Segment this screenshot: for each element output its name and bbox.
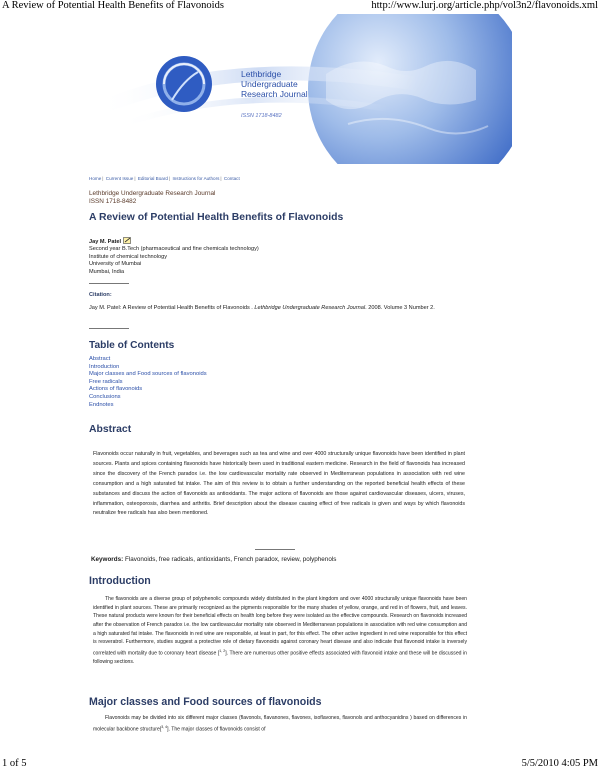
print-footer (0, 758, 600, 772)
introduction-text: The flavonoids are a diverse group of polyphenolic compounds widely distributed in the plant kingdom and over 4000 structurally unique flavonoids have been identified in plant sources. These are primarily recognized as the pigments responsible for the many shades of yellow, orange, and red in of flowers, fruit, and leaves. These natural products were known for their beneficial effects on health long before they were isolated as the effective compounds. Research on flavonoids increased after the observation of French paradox i.e. the low cardiovascular mortality rate observed in Mediterranean populations in association with red wine consumption and a high saturated fat intake. The flavonoids in red wine are responsible, at least in part, for this effect. The other active ingredient in red wine responsible for this effect is resveratrol. Furthermore, studies suggest a protective role of dietary flavonoids against coronary heart disease and also indicate that flavonoid intake is inversely correlated with mortality due to coronary heart disease [$^{1, 2}$]. There are numerous other positive effects associated with flavonoid intake and these will be discussed in following sections. (93, 596, 467, 666)
major-classes-text: Flavonoids may be divided into six different major classes (flavonols, flavanones, flavones, isoflavones, flavonols and anthocyanidins ) based on differences in molecular backbone structure[$^{3, 4}$]. The major classes of flavonoids consist of (93, 715, 467, 733)
print-header (0, 0, 600, 14)
abstract-heading: Abstract (89, 424, 132, 435)
print-url: http://www.lurj.org/article.php/vol3n2/flavonoids.xml (371, 0, 598, 11)
nav-editorial-board-link[interactable]: Editorial Board (137, 176, 168, 181)
toc-link-free-radicals[interactable]: Free radicals (89, 378, 123, 385)
author-affiliation: University of Mumbai (89, 261, 142, 268)
top-nav (89, 176, 241, 181)
divider (89, 283, 129, 284)
journal-name: Lethbridge Undergraduate Research Journal (89, 190, 216, 197)
journal-logo (241, 69, 308, 99)
nav-home-link[interactable]: Home (89, 176, 102, 181)
logo-line-1: Lethbridge (241, 69, 282, 79)
table-of-contents (89, 356, 207, 409)
toc-heading: Table of Contents (89, 340, 175, 351)
author-affiliation: Mumbai, India (89, 268, 125, 275)
toc-link-endnotes[interactable]: Endnotes (89, 401, 114, 408)
journal-banner (88, 14, 512, 164)
citation-tail: . 2008. Volume 3 Number 2. (365, 305, 435, 311)
keywords-text: Flavonoids, free radicals, antioxidants, French paradox, review, polyphenols (123, 556, 337, 563)
keywords (91, 556, 336, 563)
nav-current-issue-link[interactable]: Current Issue (105, 176, 134, 181)
citation-plain: Jay M. Patel: A Review of Potential Health Benefits of Flavonoids . (89, 305, 255, 311)
toc-link-major-classes[interactable]: Major classes and Food sources of flavonoids (89, 371, 207, 378)
author-name: Jay M. Patel (89, 239, 122, 245)
author-affiliation: Second year B.Tech (pharmaceutical and fine chemicals technology) (89, 246, 259, 253)
nav-separator: | (220, 176, 222, 181)
reference-link[interactable]: 3, 4 (161, 725, 168, 729)
toc-link-introduction[interactable]: Introduction (89, 363, 120, 370)
article-title: A Review of Potential Health Benefits of Flavonoids (89, 212, 344, 223)
divider (89, 328, 129, 329)
logo-issn: ISSN 1718-8482 (241, 113, 282, 119)
introduction-heading: Introduction (89, 575, 151, 587)
reference-link[interactable]: 1, 2 (219, 648, 226, 653)
nav-instructions-link[interactable]: Instructions for Authors (172, 176, 220, 181)
citation-journal: Lethbridge Undergraduate Research Journal (254, 305, 366, 311)
nav-separator: | (134, 176, 136, 181)
nav-separator: | (102, 176, 104, 181)
abstract-text: Flavonoids occur naturally in fruit, vegetables, and beverages such as tea and wine and over 4000 structurally unique flavonoids have been identified in plant sources. Plants and spices containing flavonoids have historically been used in traditional eastern medicine. Research in the field of flavonoids has increased since the discovery of the French paradox i.e. the low cardiovascular mortality rate observed in Mediterranean populations in association with red wine consumption and a high saturated fat intake. The aim of this review is to obtain a further understanding on the reported beneficial health effects of these substances and discuss the action of flavonoids as antioxidants. The major actions of flavonoids are those against cardiovascular diseases, ulcers, viruses, inflammation, osteoporosis, diarrhea and arthritis. Brief description about the disease causing effect of free radicals is given and ways by which flavonoids neutralize free radicals has also been mentioned. (93, 451, 465, 517)
edit-pencil-icon[interactable] (123, 237, 132, 244)
toc-link-actions[interactable]: Actions of flavonoids (89, 386, 143, 393)
journal-info (89, 190, 215, 206)
print-datetime: 5/5/2010 4:05 PM (521, 758, 598, 769)
toc-link-abstract[interactable]: Abstract (89, 356, 111, 362)
print-page-title: A Review of Potential Health Benefits of Flavonoids (2, 0, 224, 11)
print-page-count: 1 of 5 (2, 758, 27, 769)
nav-contact-link[interactable]: Contact (223, 176, 240, 181)
citation-text (89, 305, 469, 313)
nav-separator: | (168, 176, 171, 181)
citation-heading: Citation: (89, 292, 112, 298)
journal-issn: ISSN 1718-8482 (89, 198, 137, 205)
author-affiliation: Institute of chemical technology (89, 253, 168, 260)
toc-link-conclusions[interactable]: Conclusions (89, 393, 121, 400)
keywords-label: Keywords: (91, 556, 124, 563)
divider (255, 549, 295, 550)
logo-line-3: Research Journal (241, 89, 308, 99)
logo-line-2: Undergraduate (241, 79, 298, 89)
author-block (89, 237, 259, 276)
major-classes-heading: Major classes and Food sources of flavonoids (89, 696, 322, 708)
